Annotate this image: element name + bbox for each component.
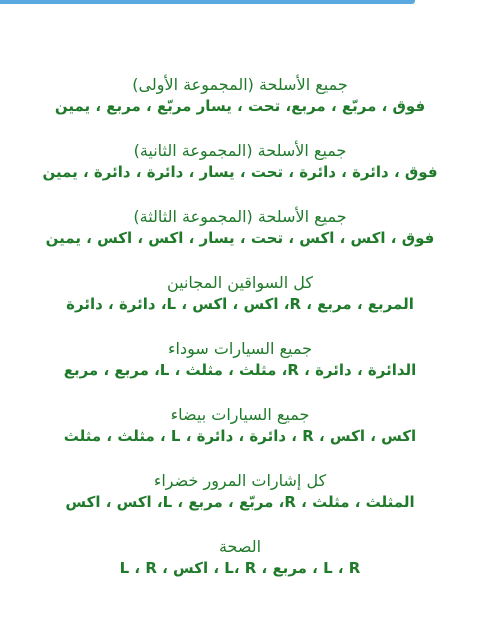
code-block-health xyxy=(0,536,480,579)
code-block-weapons-2 xyxy=(0,140,480,183)
code-heading: جميع السيارات سوداء xyxy=(168,339,312,358)
code-sequence: فوق ، اكس ، اكس ، تحت ، يسار ، اكس ، اكس ، يمين xyxy=(45,229,435,247)
code-sequence: الدائرة ، دائرة ، R، مثلث ، مثلث ، L، مربع ، مربع xyxy=(63,361,417,379)
code-block-weapons-3 xyxy=(0,206,480,249)
code-sequence: المربع ، مربع ، R، اكس ، اكس ، L، دائرة ، دائرة xyxy=(66,295,414,313)
code-sequence: فوق ، مربّع ، مربع، تحت ، يسار مربّع ، مربع ، يمين xyxy=(54,97,426,115)
code-block-black-cars xyxy=(0,338,480,381)
code-block-weapons-1 xyxy=(0,74,480,117)
code-sequence: اكس ، اكس ، R ، دائرة ، دائرة ، L ، مثلث ، مثلث xyxy=(63,427,417,445)
code-block-white-cars xyxy=(0,404,480,447)
code-heading: جميع الأسلحة (المجموعة الثالثة) xyxy=(133,207,347,226)
code-heading: جميع الأسلحة (المجموعة الأولى) xyxy=(132,75,348,94)
code-sequence: L ، R ، مربع ، L، R ، اكس ، L ، R xyxy=(119,559,361,577)
code-heading: الصحة xyxy=(218,537,262,556)
top-progress-bar xyxy=(0,0,415,4)
code-sequence: فوق ، دائرة ، دائرة ، تحت ، يسار ، دائرة ، دائرة ، يمين xyxy=(42,163,438,181)
code-block-crazy-drivers xyxy=(0,272,480,315)
code-heading: كل إشارات المرور خضراء xyxy=(153,471,327,490)
cheat-code-list xyxy=(0,74,480,602)
code-sequence: المثلث ، مثلث ، R، مربّع ، مربع ، L، اكس ، اكس xyxy=(65,493,415,511)
code-heading: كل السواقين المجانين xyxy=(166,273,314,292)
code-heading: جميع الأسلحة (المجموعة الثانية) xyxy=(133,141,347,160)
code-block-green-lights xyxy=(0,470,480,513)
code-heading: جميع السيارات بيضاء xyxy=(170,405,310,424)
